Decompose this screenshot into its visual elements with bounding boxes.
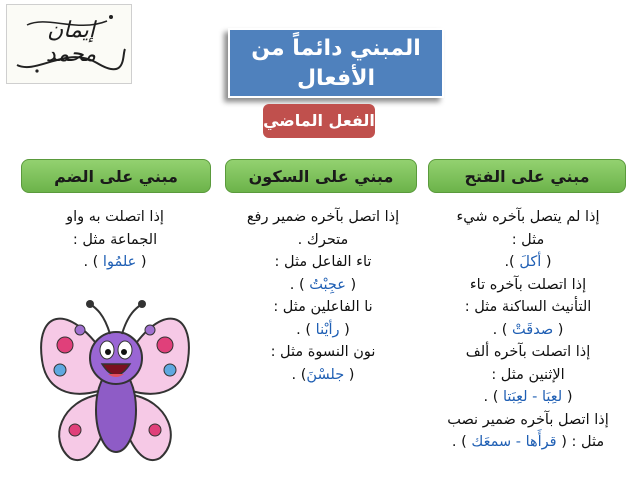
text-line [428,206,628,229]
column-fath-text [428,206,628,454]
text-fragment: ) . [291,366,307,383]
text-line [428,386,628,409]
example-word: أكلَ [519,254,542,270]
text-fragment: إذا لم يتصل بآخره شيء [456,209,600,225]
text-line [428,251,628,274]
text-fragment: نا الفاعلين مثل : [273,299,373,315]
text-line [20,206,210,229]
text-line [428,341,628,364]
text-fragment: ) . [296,321,316,338]
header-sukun: مبني على السكون [225,159,417,193]
text-fragment: ( [344,366,355,383]
text-line [428,229,628,252]
text-fragment: ) . [289,276,310,293]
text-line [225,296,421,319]
text-fragment: إذا اتصلت بآخره تاء [469,276,587,293]
text-fragment: إذا اتصلت به واو [66,209,164,225]
text-fragment: نون النسوة مثل : [270,344,376,360]
text-line [225,251,421,274]
text-line [428,274,628,297]
text-line [428,319,628,342]
calligraphy-logo [6,4,132,84]
example-word: رأيْنا [315,321,340,338]
text-fragment: التأنيث الساكنة مثل : [464,299,592,315]
text-fragment: ( [541,254,552,270]
text-fragment: إذا اتصلت بآخره ألف [465,344,591,360]
text-line [225,319,421,342]
text-fragment: تاء الفاعل مثل : [274,254,372,270]
text-line [225,206,421,229]
header-fath: مبني على الفتح [428,159,626,193]
text-fragment: ) . [483,389,503,405]
text-fragment: إذا اتصل بآخره ضمير رفع [246,209,400,225]
text-fragment: ( [136,254,147,270]
text-fragment: ). [504,254,520,270]
text-line [225,364,421,387]
text-fragment: ( [339,321,350,338]
header-damm: مبني على الضم [21,159,211,193]
text-line [225,229,421,252]
text-line [20,229,210,252]
example-word: عجِبْتُ [309,276,346,293]
section-subtitle: الفعل الماضي [263,104,375,138]
text-line [428,364,628,387]
page-title: المبني دائماً من الأفعال [228,28,444,98]
text-line [225,341,421,364]
butterfly-cartoon-icon [30,290,200,470]
text-fragment: مثل : ( [556,434,605,450]
example-word: علمُوا [102,254,137,270]
text-fragment: الجماعة مثل : [72,231,158,248]
text-fragment: ) . [492,321,513,338]
text-line [20,251,210,274]
text-fragment: ( [345,276,357,293]
text-fragment: ( [562,389,573,405]
text-fragment: متحرك . [297,231,349,248]
example-word: صدقَتْ [512,321,554,338]
text-fragment: ( [553,321,564,338]
column-damm-text [20,206,210,274]
text-line [428,409,628,432]
text-line [428,296,628,319]
text-fragment: ) . [451,434,472,450]
text-line [225,274,421,297]
text-fragment: ) . [83,254,103,270]
example-word: جلسْنَ [306,366,345,383]
text-fragment: الإثنين مثل : [491,366,565,383]
text-fragment: مثل : [511,231,545,248]
column-sukun-text [225,206,421,386]
example-word: قرأَها - سمعَك [471,434,557,450]
text-fragment: إذا اتصل بآخره ضمير نصب [447,411,609,428]
text-line [428,431,628,454]
logo-text: إيمان محمد [45,18,97,67]
example-word: لعِبَا - لعِبَتا [502,389,563,405]
